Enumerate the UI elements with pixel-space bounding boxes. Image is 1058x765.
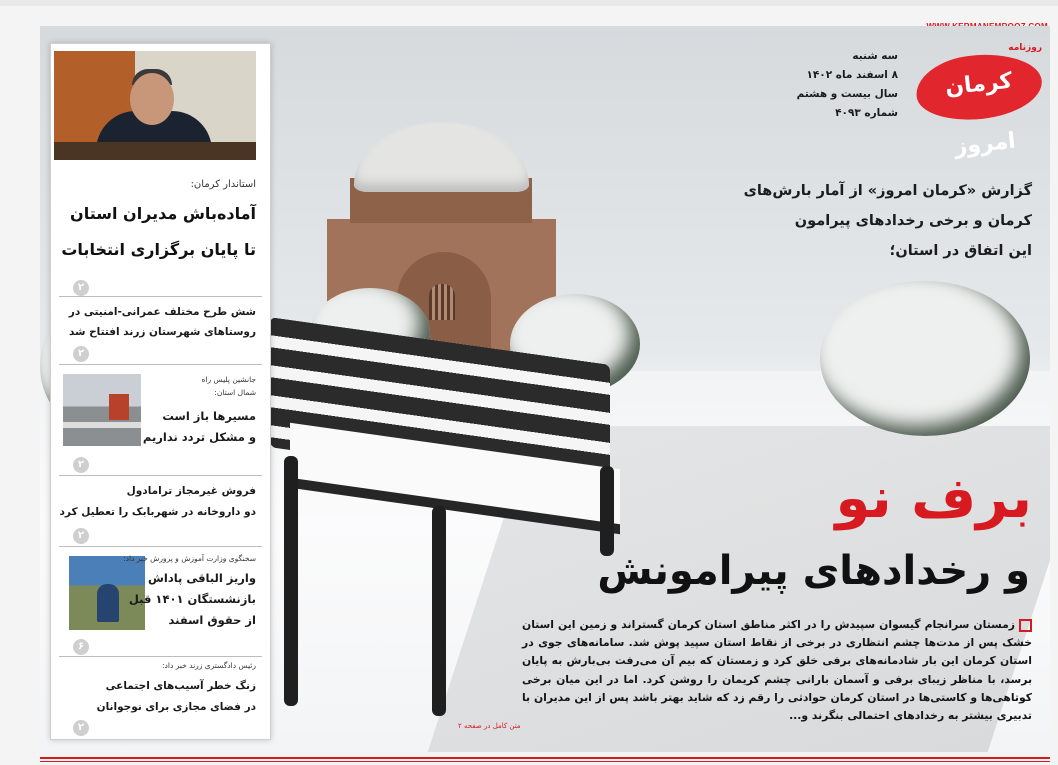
story5-line2[interactable]: بازنشستگان ۱۴۰۱ قبل [128,592,256,606]
lead-paragraph [522,616,1032,725]
story5-line3[interactable]: از حقوق اسفند [168,613,256,627]
story4-page-badge: ۲ [73,528,89,544]
story3-line1[interactable]: مسیرها باز است [162,409,256,423]
story3-page-badge: ۲ [73,457,89,473]
story5-line1[interactable]: واریز الباقی پاداش [148,571,256,585]
story4-line2[interactable]: دو داروخانه در شهربابک را تعطیل کرد [59,506,256,518]
sidebar-divider [59,296,262,297]
story5-page-badge: ۶ [73,639,89,655]
story3-kicker2: شمال استان: [214,388,256,397]
sidebar-divider [59,475,262,476]
story3-kicker1: جانشین پلیس راه [201,375,256,384]
thumb-truck [109,394,129,420]
lead-text: زمستان سرانجام گیسوان سپیدش را در اکثر مناطق استان کرمان گستراند و زمین این استان خشک پس از مدت‌ها چشم انتظاری در برخی از نقاط استان سپید پوش شد. سامانه‌های جوی در استان کرمان این بار شادمانه‌های برفی خلق کرد و زمستان که بیم آن می‌رفت بی‌بارش به پایان برسد، با مناظر زیبای برفی و آسمان بارانی چشم کریمان را روشن کرد. اما در این میان برخی کوتاهی‌ها و کاستی‌ها در استان کرمان حوادثی را رقم زد که شاید بهتر باشد پس از این مدیران با تدبیری بیشتر به رخدادهای احتمالی بنگرند و... [522,618,1032,723]
masthead [902,43,1042,160]
issue-number: شماره ۴۰۹۳ [835,107,898,119]
issue-year: سال بیست و هشتم [796,88,898,100]
governor-photo [54,51,256,160]
story1-headline-1[interactable]: آماده‌باش مدیران استان [70,204,256,223]
bench-leg [432,506,446,716]
story1-page-badge: ۲ [73,280,89,296]
issue-date: ۸ اسفند ماه ۱۴۰۲ [806,69,898,81]
sidebar-divider [59,546,262,547]
thumb-road-line [63,422,141,428]
story2-line1[interactable]: شش طرح مختلف عمرانی-امنیتی در [68,306,256,318]
sidebar-divider [59,364,262,365]
issue-info [797,47,898,123]
report-subhead [744,176,1032,266]
snowy-dome [354,122,529,192]
report-line2: کرمان و برخی رخدادهای پیرامون [794,213,1032,229]
story6-line1[interactable]: زنگ خطر آسیب‌های اجتماعی [105,680,256,692]
bottom-rule-thin [40,761,1050,762]
bullet-square-icon [1019,619,1032,632]
snowy-tree [820,281,1030,436]
issue-weekday: سه شنبه [852,50,898,62]
front-page [40,26,1050,752]
news-sidebar [50,43,271,740]
story4-line1[interactable]: فروش غیرمجاز ترامادول [126,485,256,497]
sidebar-divider [59,656,262,657]
bottom-rule [40,757,1050,759]
main-headline-red[interactable]: برف نو [835,466,1032,531]
top-border [0,0,1058,6]
monument-window [429,284,455,320]
report-line1: گزارش «کرمان امروز» از آمار بارش‌های [743,183,1032,199]
portrait-desk [54,142,256,160]
report-line3: این اتفاق در استان؛ [889,243,1032,259]
story5-kicker: سخنگوی وزارت آموزش و پرورش خبر داد: [123,554,256,563]
masthead-label: روزنامه [1008,43,1042,53]
story6-line2[interactable]: در فضای مجازی برای نوجوانان [96,701,256,713]
story2-page-badge: ۲ [73,346,89,362]
story2-line2[interactable]: روستاهای شهرستان زرند افتتاح شد [69,326,256,338]
newspaper-logo[interactable]: کرمان امروز [913,49,1045,126]
bench-leg [600,466,614,556]
story6-page-badge: ۲ [73,720,89,736]
story6-kicker: رئیس دادگستری زرند خبر داد: [162,661,256,670]
thumb-person [97,584,119,622]
story3-line2[interactable]: و مشکل تردد نداریم [142,430,256,444]
story1-headline-2[interactable]: تا پایان برگزاری انتخابات [61,240,256,259]
portrait-head [130,73,174,125]
continued-link[interactable]: متن کامل در صفحه ۲ [458,722,521,730]
bench-leg [284,456,298,706]
road-photo [63,374,141,446]
story1-kicker: استاندار کرمان: [190,179,256,190]
main-headline-black[interactable]: و رخدادهای پیرامونش [597,548,1030,594]
